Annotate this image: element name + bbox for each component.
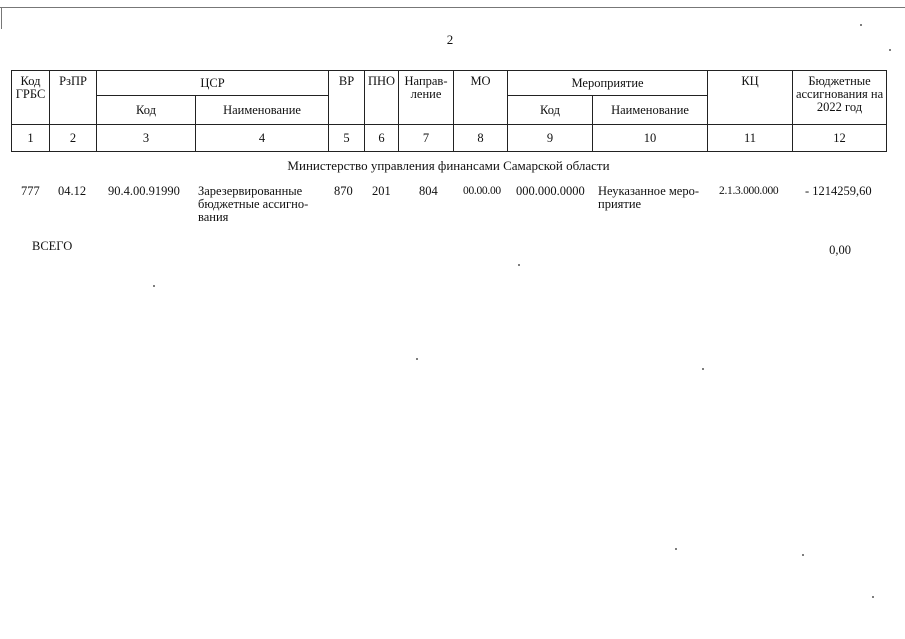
header-mer-kod: Код <box>508 96 593 125</box>
page-frame-left-line <box>1 7 2 29</box>
scan-speck <box>675 548 677 550</box>
header-csr-naimenovanie: Наименование <box>196 96 329 125</box>
scan-speck <box>802 554 804 556</box>
header-mo: МО <box>454 71 508 125</box>
header-kod-grbs: Код ГРБС <box>12 71 50 125</box>
row-napravlenie: 804 <box>419 184 438 198</box>
scan-speck <box>518 264 520 266</box>
scan-speck <box>416 358 418 360</box>
header-meropriyatie: Мероприятие <box>508 71 708 96</box>
column-number-6: 6 <box>365 125 399 152</box>
column-number-7: 7 <box>399 125 454 152</box>
column-number-3: 3 <box>97 125 196 152</box>
scan-speck <box>702 368 704 370</box>
page-frame-top-line <box>0 7 905 8</box>
row-csr-name: Зарезервированные бюджетные ассигно-вания <box>198 184 309 224</box>
header-csr: ЦСР <box>97 71 329 96</box>
section-title: Министерство управления финансами Самарской области <box>287 158 610 173</box>
column-number-8: 8 <box>454 125 508 152</box>
row-rzpr: 04.12 <box>58 184 87 198</box>
scan-speck <box>153 285 155 287</box>
column-number-10: 10 <box>593 125 708 152</box>
column-number-1: 1 <box>12 125 50 152</box>
column-number-2: 2 <box>50 125 97 152</box>
header-csr-kod: Код <box>97 96 196 125</box>
scan-speck <box>872 596 874 598</box>
column-number-5: 5 <box>329 125 365 152</box>
header-napravlenie: Направ-ление <box>399 71 454 125</box>
header-vr: ВР <box>329 71 365 125</box>
row-csr-kod: 90.4.00.91990 <box>108 184 180 198</box>
scan-speck <box>889 49 891 51</box>
row-grbs: 777 <box>21 184 40 198</box>
column-number-4: 4 <box>196 125 329 152</box>
page-number: 2 <box>446 32 454 47</box>
row-mo: 00.00.00 <box>463 185 501 197</box>
row-mer-kod: 000.000.0000 <box>516 184 585 198</box>
row-vr: 870 <box>334 184 353 198</box>
total-label: ВСЕГО <box>32 239 73 253</box>
column-number-12: 12 <box>793 125 887 152</box>
row-mer-name: Неуказанное меро-приятие <box>598 184 700 211</box>
column-number-11: 11 <box>708 125 793 152</box>
header-pno: ПНО <box>365 71 399 125</box>
scan-speck <box>860 24 862 26</box>
column-number-9: 9 <box>508 125 593 152</box>
header-kc: КЦ <box>708 71 793 125</box>
header-assignments: Бюджетные ассигнования на 2022 год <box>793 71 887 125</box>
row-pno: 201 <box>372 184 391 198</box>
row-amount: - 1214259,60 <box>805 184 872 198</box>
budget-table-header <box>11 70 887 152</box>
row-kc: 2.1.3.000.000 <box>719 185 779 197</box>
header-mer-naimenovanie: Наименование <box>593 96 708 125</box>
total-value: 0,00 <box>829 243 851 257</box>
header-rzpr: РзПР <box>50 71 97 125</box>
